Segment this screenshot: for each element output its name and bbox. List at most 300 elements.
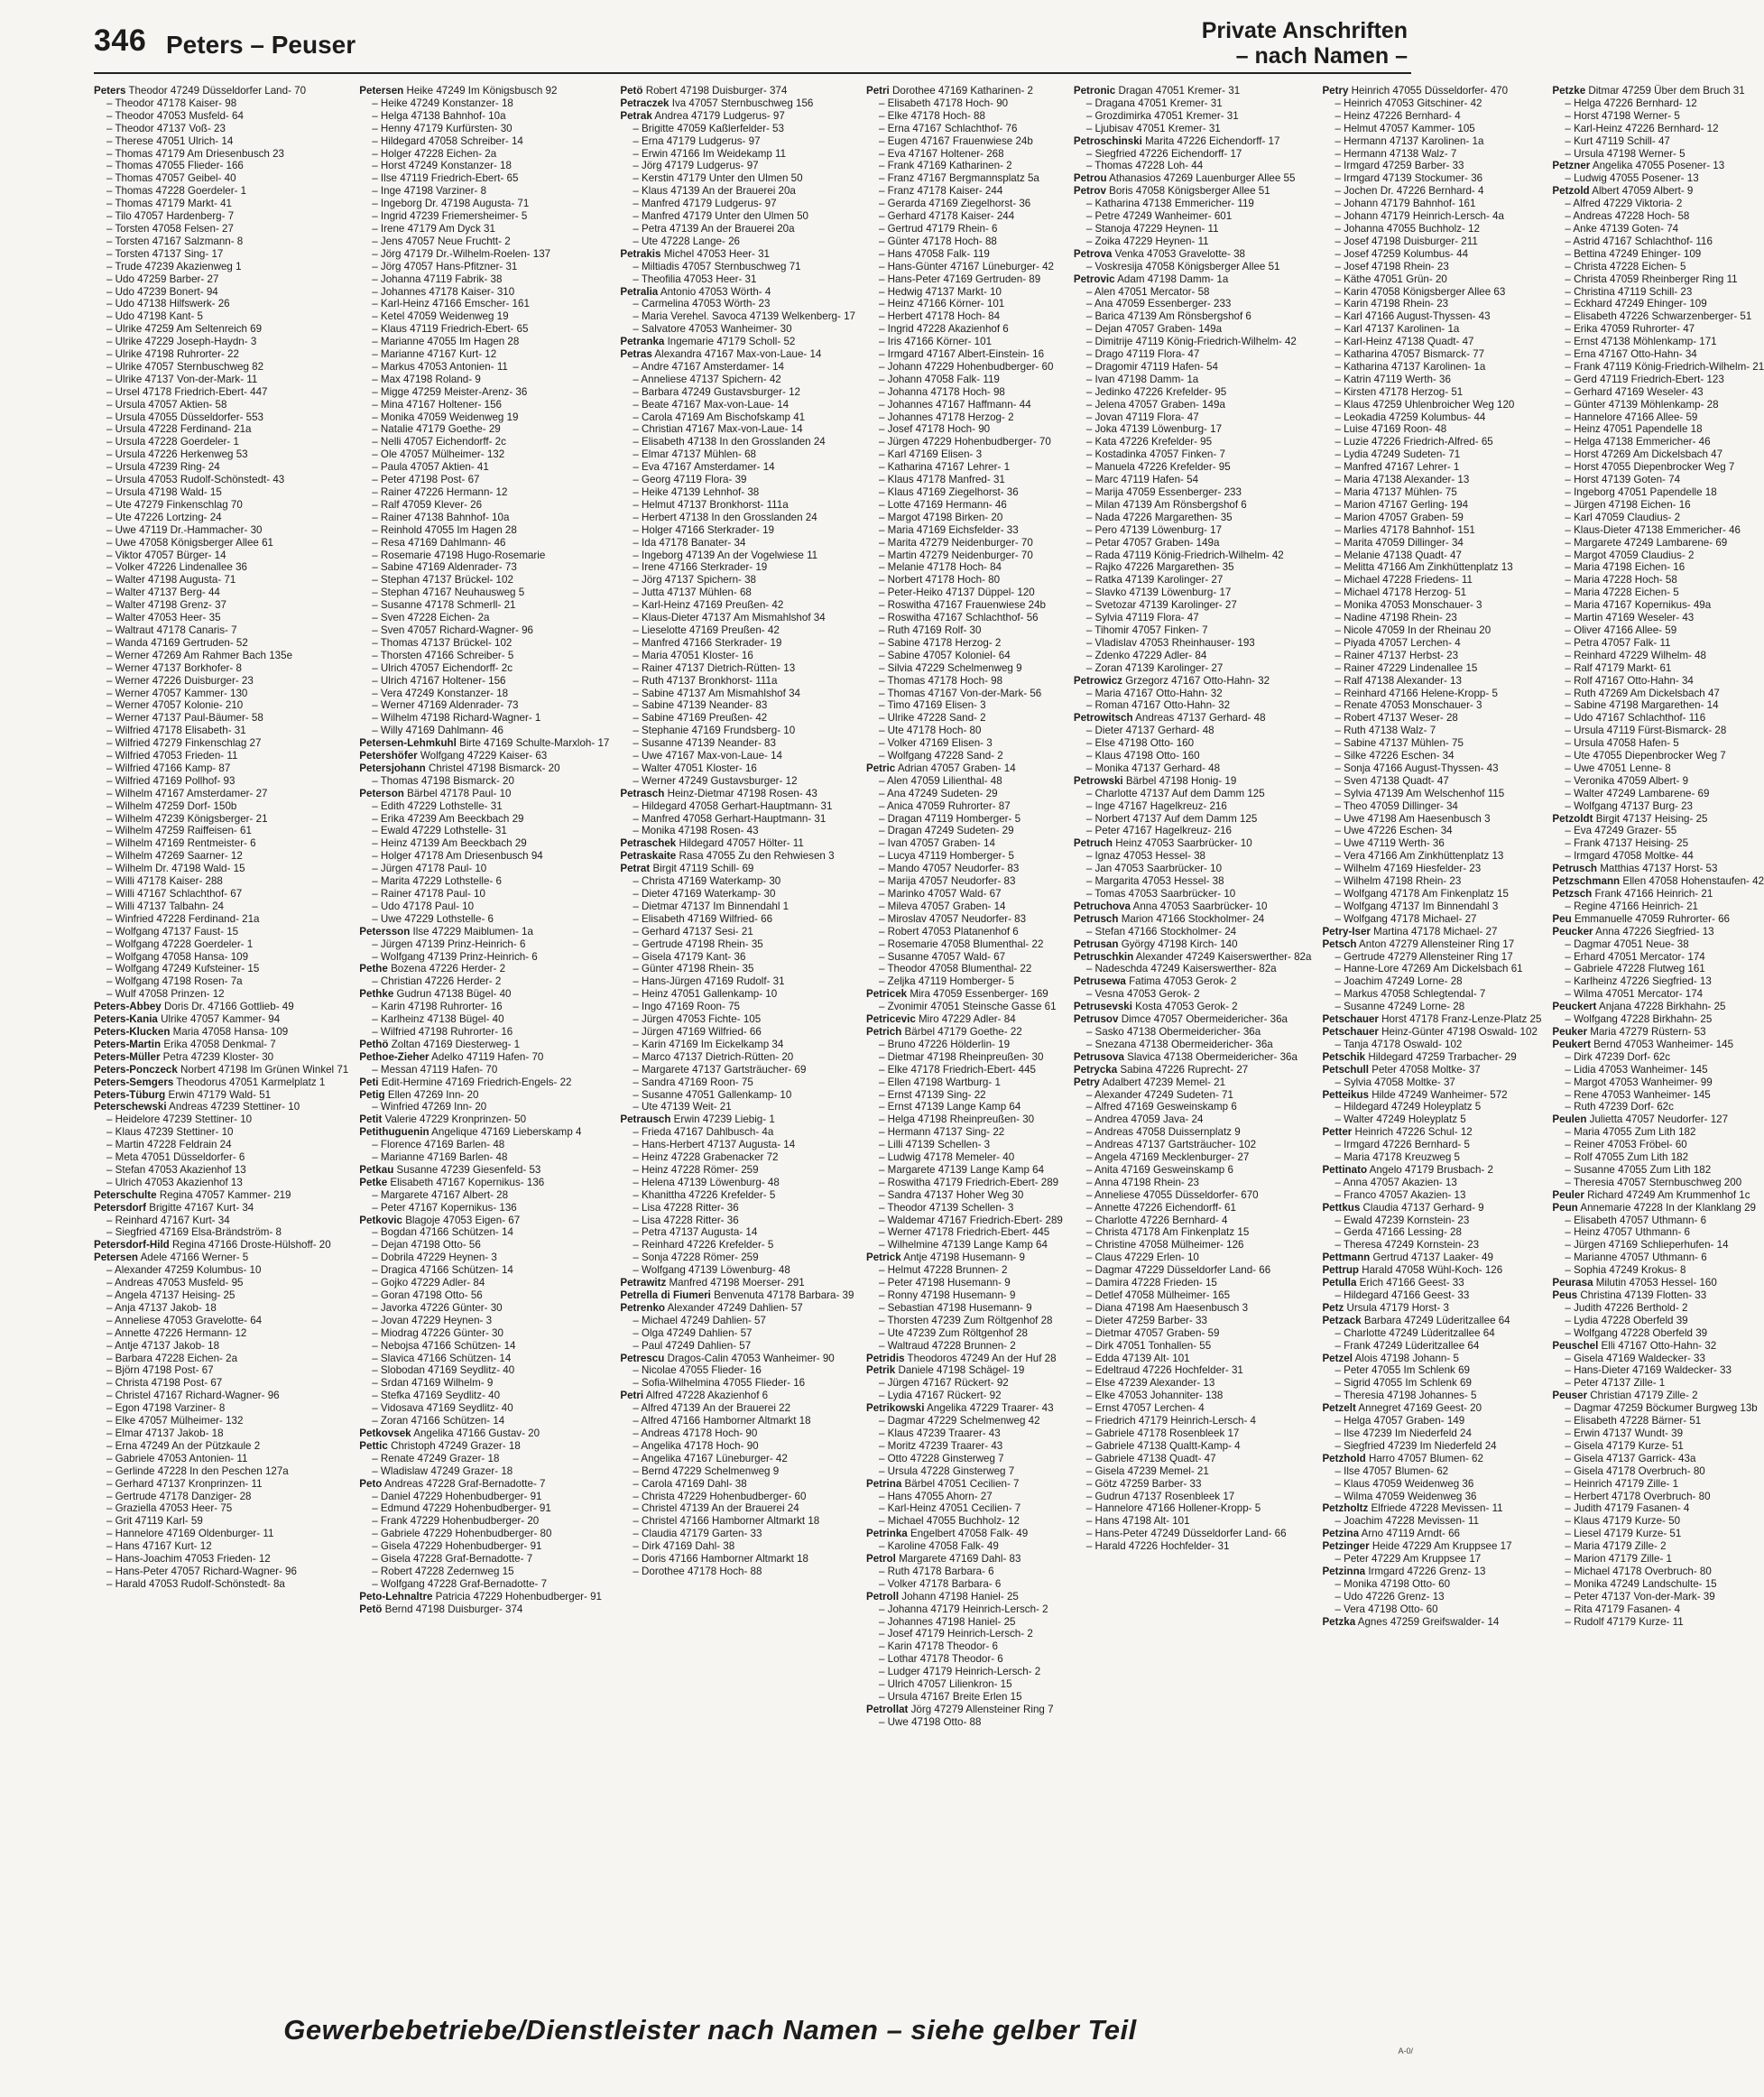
directory-entry (1074, 336, 1312, 348)
entry-detail: – Ulrich 47167 Holtener- 156 (372, 674, 506, 687)
entry-detail: – Uwe 47226 Eschen- 34 (1335, 825, 1453, 837)
entry-detail: – Ruth 47178 Barbara- 6 (879, 1565, 994, 1577)
entry-detail: – Wilfried 47053 Frieden- 11 (106, 750, 238, 762)
directory-entry (620, 374, 855, 386)
directory-entry (1322, 223, 1541, 236)
directory-entry (1074, 850, 1312, 863)
directory-entry (359, 561, 609, 574)
entry-surname: Peuser (1552, 1390, 1588, 1402)
directory-entry (1322, 1289, 1541, 1302)
directory-entry (1322, 123, 1541, 135)
directory-entry (359, 1603, 609, 1616)
entry-detail: – Manfred 47179 Unter den Ulmen 50 (633, 210, 808, 223)
entry-detail: – Josef 47198 Rhein- 23 (1335, 260, 1449, 273)
entry-detail: – Elisabeth 47138 In den Grosslanden 24 (633, 436, 826, 448)
directory-entry (359, 1540, 609, 1553)
entry-detail: – Maria 47137 Mühlen- 75 (1335, 486, 1457, 498)
entry-detail: – Manfred 47179 Ludgerus- 97 (633, 198, 777, 210)
directory-entry (620, 399, 855, 411)
entry-detail: – Eva 47167 Holtener- 268 (879, 147, 1004, 160)
directory-entry (866, 837, 1063, 850)
entry-detail: – Monika 47198 Otto- 60 (1335, 1577, 1451, 1590)
directory-entry (620, 1013, 855, 1026)
entry-detail: – Kostadinka 47057 Finken- 7 (1085, 448, 1225, 461)
directory-entry (359, 662, 609, 675)
entry-surname: Petithuguenin (359, 1126, 429, 1139)
entry-detail: – Torsten 47137 Sing- 17 (106, 247, 224, 260)
entry-detail: Heike 47249 Im Königsbusch 92 (403, 85, 558, 97)
directory-entry (359, 310, 609, 323)
entry-detail: – Vera 47198 Otto- 60 (1335, 1603, 1438, 1615)
directory-entry (1552, 650, 1764, 662)
entry-detail: – Barica 47139 Am Rönsbergshof 6 (1085, 310, 1251, 323)
entry-detail: – Detlef 47058 Mülheimer- 165 (1085, 1289, 1231, 1301)
directory-entry (94, 737, 348, 750)
directory-entry (620, 1064, 855, 1076)
directory-entry (1322, 1591, 1541, 1603)
directory-entry (94, 1026, 348, 1039)
directory-entry (94, 1502, 348, 1515)
entry-detail: – Maria 47167 Otto-Hahn- 32 (1085, 687, 1223, 699)
directory-entry (1322, 1113, 1541, 1126)
entry-detail: – Christina 47119 Schill- 23 (1565, 285, 1693, 298)
directory-entry (1552, 875, 1764, 888)
entry-detail: – Johannes 47198 Haniel- 25 (879, 1615, 1016, 1628)
entry-detail: – Maria 47167 Kopernikus- 49a (1565, 599, 1712, 612)
entry-detail: – Else 47239 Alexander- 13 (1085, 1377, 1215, 1390)
directory-entry (1552, 448, 1764, 461)
directory-entry (359, 512, 609, 524)
directory-entry (1074, 688, 1312, 700)
directory-entry (94, 1302, 348, 1315)
entry-detail: – Herbert 47178 Overbruch- 80 (1565, 1490, 1711, 1502)
entry-surname: Petschauer (1322, 1025, 1379, 1038)
directory-entry (1322, 236, 1541, 248)
entry-detail: Matthias 47137 Horst- 53 (1597, 863, 1718, 875)
directory-entry (1322, 85, 1541, 97)
directory-entry (94, 172, 348, 185)
entry-detail: – Miltiadis 47057 Sternbuschweg 71 (633, 260, 801, 273)
entry-detail: – Ljubisav 47051 Kremer- 31 (1085, 122, 1221, 134)
entry-detail: – Ursula 47228 Ginsterweg 7 (879, 1464, 1015, 1477)
entry-detail: – Christa 47229 Hohenbudberger- 60 (633, 1490, 807, 1502)
directory-entry (1322, 938, 1541, 951)
entry-detail: – Dirk 47051 Tonhallen- 55 (1085, 1339, 1212, 1352)
directory-entry (866, 1515, 1063, 1528)
directory-entry (359, 1427, 609, 1440)
entry-detail: – Thomas 47167 Von-der-Mark- 56 (879, 687, 1042, 699)
directory-entry (359, 938, 609, 951)
directory-entry (866, 951, 1063, 964)
entry-detail: – Hans-Peter 47057 Richard-Wagner- 96 (106, 1565, 297, 1577)
entry-detail: – Ernst 47138 Möhlenkamp- 171 (1565, 336, 1717, 348)
entry-detail: – Irmgard 47167 Albert-Einstein- 16 (879, 348, 1045, 361)
directory-entry (94, 1566, 348, 1578)
entry-detail: – Stephan 47137 Brückel- 102 (372, 574, 513, 587)
entry-surname: Petzinger (1322, 1540, 1370, 1553)
directory-entry (1322, 499, 1541, 512)
entry-detail: – Klaus 47239 Stettiner- 10 (106, 1126, 234, 1139)
entry-detail: – Therese 47051 Ulrich- 14 (106, 134, 234, 147)
directory-entry (866, 135, 1063, 148)
entry-surname: Petersen (94, 1252, 138, 1264)
entry-detail: – Meta 47051 Düsseldorfer- 6 (106, 1151, 245, 1164)
directory-entry (359, 474, 609, 486)
entry-detail: Ellen 47269 Inn- 20 (384, 1088, 479, 1101)
entry-detail: – Helga 47138 Bahnhof- 10a (372, 109, 506, 122)
entry-detail: Andrea 47179 Ludgerus- 97 (651, 109, 785, 122)
directory-entry (94, 1139, 348, 1151)
entry-detail: – Irmgard 47259 Barber- 33 (1335, 160, 1464, 172)
entry-detail: – Josef 47179 Heinrich-Lersch- 2 (879, 1628, 1033, 1640)
directory-entry (94, 461, 348, 474)
entry-detail: Arno 47119 Arndt- 66 (1359, 1528, 1460, 1540)
directory-entry (94, 788, 348, 800)
directory-entry (866, 336, 1063, 348)
directory-entry (866, 448, 1063, 461)
directory-entry (1074, 662, 1312, 675)
entry-detail: – Werner 47269 Am Rahmer Bach 135e (106, 649, 293, 661)
directory-entry (1322, 261, 1541, 273)
entry-detail: Bärbel 47051 Cecilien- 7 (901, 1477, 1020, 1490)
entry-detail: Miro 47229 Adler- 84 (915, 1013, 1016, 1026)
entry-surname: Petrusewa (1073, 975, 1126, 988)
entry-detail: – Heinz 47051 Gallenkamp- 10 (633, 988, 778, 1001)
entry-detail: – Anneliese 47055 Düsseldorfer- 670 (1085, 1188, 1259, 1201)
entry-detail: – Oliver 47166 Allee- 59 (1565, 624, 1677, 636)
entry-detail: – Regine 47166 Heinrich- 21 (1565, 900, 1699, 912)
entry-surname: Petzhold (1322, 1452, 1366, 1464)
entry-surname: Pettmann (1322, 1252, 1371, 1264)
directory-entry (1074, 574, 1312, 587)
directory-entry (866, 1226, 1063, 1239)
entry-detail: – Antje 47137 Jakob- 18 (106, 1339, 220, 1352)
directory-entry (1552, 1528, 1764, 1540)
directory-entry (1552, 1202, 1764, 1215)
entry-detail: – Javorka 47226 Günter- 30 (372, 1301, 503, 1314)
entry-detail: Blagoje 47053 Eigen- 67 (402, 1214, 521, 1226)
entry-detail: – Wilhelm 47169 Rentmeister- 6 (106, 837, 256, 850)
entry-detail: Doris Dr. 47166 Gottlieb- 49 (161, 1001, 294, 1013)
directory-entry (94, 599, 348, 612)
entry-detail: – Günter 47139 Möhlenkamp- 28 (1565, 398, 1719, 411)
entry-detail: – Maria 47179 Zille- 2 (1565, 1540, 1667, 1553)
directory-entry (94, 210, 348, 223)
directory-entry (1322, 675, 1541, 688)
entry-detail: – Elmar 47137 Mühlen- 68 (633, 448, 756, 461)
entry-detail: – Andreas 47178 Hoch- 90 (633, 1427, 758, 1439)
directory-entry (1322, 926, 1541, 938)
entry-detail: – Karl-Heinz 47166 Emscher- 161 (372, 298, 530, 310)
entry-detail: Rasa 47055 Zu den Rehwiesen 3 (676, 850, 835, 863)
directory-entry (1074, 624, 1312, 637)
directory-entry (866, 298, 1063, 310)
directory-entry (1552, 1502, 1764, 1515)
entry-detail: – Götz 47259 Barber- 33 (1085, 1477, 1202, 1490)
directory-entry (1552, 336, 1764, 348)
entry-detail: – Wilhelm 47259 Dorf- 150b (106, 799, 237, 812)
entry-detail: Dorothee 47169 Katharinen- 2 (889, 85, 1033, 97)
entry-detail: – Elke 47178 Friedrich-Ebert- 445 (879, 1063, 1036, 1076)
entry-detail: – Katharina 47137 Karolinen- 1a (1335, 360, 1486, 373)
entry-detail: – Anna 47198 Rhein- 23 (1085, 1176, 1199, 1188)
directory-entry (620, 1453, 855, 1465)
directory-entry (1074, 148, 1312, 161)
directory-entry (1552, 1264, 1764, 1277)
directory-entry (1322, 1064, 1541, 1076)
entry-detail: – Reinhard 47229 Wilhelm- 48 (1565, 649, 1707, 661)
entry-detail: – Barbara 47249 Gustavsburger- 12 (633, 385, 800, 398)
entry-detail: – Gisela 47228 Graf-Bernadotte- 7 (372, 1553, 533, 1566)
entry-detail: – Miodrag 47226 Günter- 30 (372, 1326, 503, 1339)
entry-detail: – Ute 47239 Zum Röltgenhof 28 (879, 1326, 1028, 1339)
directory-entry (866, 1591, 1063, 1603)
directory-entry (620, 699, 855, 712)
entry-detail: – Erhard 47051 Mercator- 174 (1565, 950, 1705, 963)
directory-entry (866, 1502, 1063, 1515)
directory-entry (359, 273, 609, 286)
entry-detail: – Wladislaw 47249 Grazer- 18 (372, 1464, 513, 1477)
entry-detail: – Wilma 47051 Mercator- 174 (1565, 988, 1704, 1001)
directory-entry (1074, 1252, 1312, 1264)
entry-detail: – Klaus 47059 Weidenweg 36 (1335, 1477, 1474, 1490)
entry-surname: Petrat (620, 863, 651, 875)
entry-detail: Elfriede 47228 Mevissen- 11 (1368, 1502, 1503, 1515)
entry-detail: – Veronika 47059 Albert- 9 (1565, 774, 1689, 787)
entry-detail: Heinz 47053 Saarbrücker- 10 (1113, 837, 1252, 850)
entry-detail: – Karl-Heinz 47051 Cecilien- 7 (879, 1502, 1021, 1515)
directory-entry (1322, 1013, 1541, 1026)
entry-detail: Heinz-Günter 47198 Oswald- 102 (1378, 1025, 1538, 1038)
entry-detail: – Ludger 47179 Heinrich-Lersch- 2 (879, 1666, 1041, 1678)
entry-detail: – Gojko 47229 Adler- 84 (372, 1277, 485, 1289)
entry-detail: – Karoline 47058 Falk- 49 (879, 1540, 999, 1553)
directory-entry (1322, 1026, 1541, 1039)
entry-detail: – Maria 47228 Eichen- 5 (1565, 587, 1679, 599)
entry-detail: – Marianne 47055 Im Hagen 28 (372, 336, 520, 348)
entry-detail: Frank 47166 Heinrich- 21 (1592, 888, 1713, 900)
directory-entry (620, 97, 855, 110)
directory-entry (866, 1277, 1063, 1289)
directory-entry (1552, 135, 1764, 148)
directory-entry (620, 1553, 855, 1566)
entry-detail: – Gisela 47137 Garrick- 43a (1565, 1452, 1696, 1464)
entry-detail: Heinrich 47226 Schul- 12 (1352, 1126, 1473, 1139)
entry-detail: – Ursula 47228 Goerdeler- 1 (106, 436, 239, 448)
entry-detail: – Norbert 47137 Auf dem Damm 125 (1085, 812, 1258, 825)
entry-detail: – Damira 47228 Frieden- 15 (1085, 1277, 1217, 1289)
directory-entry (1074, 750, 1312, 762)
directory-entry (866, 725, 1063, 737)
entry-detail: – Ruth 47169 Rolf- 30 (879, 624, 982, 636)
entry-detail: – Margarete 47249 Lambarene- 69 (1565, 536, 1728, 549)
entry-detail: Susanne 47239 Giesenfeld- 53 (393, 1163, 541, 1176)
directory-entry (866, 788, 1063, 800)
entry-detail: – Resa 47169 Dahlmann- 46 (372, 536, 506, 549)
entry-detail: Antje 47198 Husemann- 9 (900, 1252, 1025, 1264)
directory-entry (1074, 988, 1312, 1001)
directory-entry (866, 160, 1063, 172)
directory-entry (359, 725, 609, 737)
entry-detail: – Johann 47229 Hohenbudberger- 60 (879, 360, 1054, 373)
directory-entry (359, 1465, 609, 1478)
entry-surname: Peterschulte (94, 1188, 157, 1201)
entry-detail: – Sandra 47169 Roon- 75 (633, 1076, 753, 1088)
directory-entry (94, 1039, 348, 1051)
entry-detail: – Ewald 47239 Kornstein- 23 (1335, 1214, 1470, 1226)
entry-surname: Petrausch (620, 1113, 671, 1126)
entry-detail: – Gerarda 47169 Ziegelhorst- 36 (879, 198, 1031, 210)
entry-detail: Ingemarie 47179 Scholl- 52 (664, 336, 796, 348)
entry-detail: – Gerhard 47137 Sesi- 21 (633, 925, 753, 938)
entry-surname: Peuker (1552, 1025, 1588, 1038)
header-rule (94, 72, 1411, 74)
directory-entry (620, 1215, 855, 1227)
directory-entry (1322, 298, 1541, 310)
directory-entry (1074, 675, 1312, 688)
directory-entry (1322, 198, 1541, 210)
directory-entry (1074, 1215, 1312, 1227)
directory-entry (620, 574, 855, 587)
directory-entry (359, 361, 609, 374)
entry-surname: Petrova (1073, 247, 1113, 260)
directory-entry (1552, 236, 1764, 248)
directory-entry (1322, 1402, 1541, 1415)
entry-detail: – Werner 47137 Borkhofer- 8 (106, 661, 242, 674)
entry-detail: – Zeljka 47119 Homberger- 5 (879, 975, 1014, 988)
directory-entry (1074, 97, 1312, 110)
directory-entry (359, 386, 609, 399)
directory-entry (1552, 1553, 1764, 1566)
directory-entry (866, 1151, 1063, 1164)
entry-detail: – Sabine 47137 Am Mismahlshof 34 (633, 687, 800, 699)
entry-detail: – Maria 47169 Eichsfelder- 33 (879, 523, 1019, 536)
entry-surname: Peurasa (1552, 1277, 1593, 1289)
directory-entry (866, 1164, 1063, 1177)
directory-entry (359, 1440, 609, 1453)
entry-detail: – Claudia 47179 Garten- 33 (633, 1528, 762, 1540)
directory-entry (1074, 1177, 1312, 1189)
directory-entry (620, 813, 855, 826)
directory-entry (1322, 637, 1541, 650)
listing-column-2 (359, 85, 609, 1985)
directory-entry (1322, 474, 1541, 486)
entry-detail: – Norbert 47178 Hoch- 80 (879, 574, 1001, 587)
directory-entry (866, 1353, 1063, 1365)
entry-detail: – Günter 47178 Hoch- 88 (879, 235, 997, 247)
listing-column-1 (94, 85, 348, 1985)
directory-entry (620, 1252, 855, 1264)
entry-detail: – Hans-Joachim 47053 Frieden- 12 (106, 1553, 271, 1566)
entry-detail: – Rene 47053 Wanheimer- 145 (1565, 1088, 1711, 1101)
entry-detail: – Luise 47169 Roon- 48 (1335, 423, 1447, 436)
entry-detail: – Migge 47259 Meister-Arenz- 36 (372, 385, 528, 398)
directory-entry (94, 850, 348, 863)
directory-entry (1552, 1164, 1764, 1177)
directory-entry (1074, 461, 1312, 474)
directory-entry (866, 1377, 1063, 1390)
entry-detail: – Gabriele 47178 Rosenbleek 17 (1085, 1427, 1240, 1439)
entry-detail: – Ute 47055 Diepenbrocker Weg 7 (1565, 750, 1726, 762)
entry-detail: Adele 47166 Werner- 5 (137, 1252, 249, 1264)
directory-entry (94, 951, 348, 964)
entry-detail: – Tanja 47178 Oswald- 102 (1335, 1038, 1463, 1050)
directory-entry (866, 185, 1063, 198)
directory-entry (359, 110, 609, 123)
directory-entry (94, 813, 348, 826)
directory-entry (94, 926, 348, 938)
directory-entry (1552, 788, 1764, 800)
directory-entry (1322, 1515, 1541, 1528)
entry-surname: Petzinna (1322, 1565, 1366, 1577)
directory-entry (94, 1177, 348, 1189)
directory-entry (94, 1515, 348, 1528)
entry-detail: – Bruno 47226 Hölderlin- 19 (879, 1038, 1011, 1050)
directory-entry (359, 1264, 609, 1277)
directory-entry (94, 1189, 348, 1202)
directory-entry (866, 574, 1063, 587)
entry-detail: Birte 47169 Schulte-Marxloh- 17 (456, 737, 610, 750)
entry-detail: – Heinz 47166 Körner- 101 (879, 298, 1005, 310)
directory-entry (866, 499, 1063, 512)
directory-entry (866, 1289, 1063, 1302)
directory-entry (359, 1515, 609, 1528)
entry-surname: Pethke (359, 988, 394, 1001)
entry-surname: Petkau (359, 1163, 394, 1176)
directory-entry (359, 486, 609, 499)
entry-detail: Christoph 47249 Grazer- 18 (387, 1439, 521, 1452)
directory-entry (1074, 813, 1312, 826)
directory-entry (94, 386, 348, 399)
entry-detail: – Wolfgang 47139 Prinz-Heinrich- 6 (372, 950, 538, 963)
entry-detail: – Ingo 47169 Roon- 75 (633, 1001, 740, 1013)
entry-detail: – Heike 47249 Konstanzer- 18 (372, 97, 513, 109)
entry-detail: Edit-Hermine 47169 Friedrich-Engels- 22 (378, 1076, 572, 1088)
directory-entry (1074, 825, 1312, 837)
directory-entry (94, 85, 348, 97)
entry-surname: Petrowski (1073, 774, 1123, 787)
entry-detail: Brigitte 47167 Kurt- 34 (146, 1201, 254, 1214)
directory-entry (359, 1013, 609, 1026)
entry-surname: Pettic (359, 1439, 388, 1452)
directory-entry (1074, 637, 1312, 650)
entry-detail: Ilse 47229 Maiblumen- 1a (410, 925, 533, 938)
entry-detail: – Bettina 47249 Ehinger- 109 (1565, 247, 1702, 260)
entry-detail: – Karlheinz 47138 Bügel- 40 (372, 1013, 504, 1026)
entry-detail: – Käthe 47051 Grün- 20 (1335, 273, 1447, 285)
directory-entry (620, 750, 855, 762)
entry-detail: – Hanne-Lore 47269 Am Dickelsbach 61 (1335, 963, 1523, 975)
entry-detail: – Joachim 47228 Mevissen- 11 (1335, 1515, 1480, 1528)
directory-entry (1552, 286, 1764, 299)
directory-entry (1552, 762, 1764, 775)
entry-detail: – Gertrud 47179 Rhein- 6 (879, 222, 998, 235)
directory-entry (866, 1566, 1063, 1578)
directory-entry (359, 1453, 609, 1465)
entry-surname: Petsch (1322, 938, 1357, 950)
directory-entry (359, 612, 609, 624)
directory-entry (1322, 1252, 1541, 1264)
directory-entry (94, 1402, 348, 1415)
entry-detail: – Josef 47178 Hoch- 90 (879, 423, 991, 436)
directory-entry (1074, 1390, 1312, 1402)
entry-detail: Boris 47058 Königsberger Allee 51 (1105, 185, 1270, 198)
directory-entry (1322, 1540, 1541, 1553)
directory-entry (1074, 1327, 1312, 1340)
entry-detail: – Eckhard 47249 Ehinger- 109 (1565, 298, 1707, 310)
directory-entry (1074, 1126, 1312, 1139)
entry-detail: – Rita 47179 Fasanen- 4 (1565, 1603, 1681, 1615)
